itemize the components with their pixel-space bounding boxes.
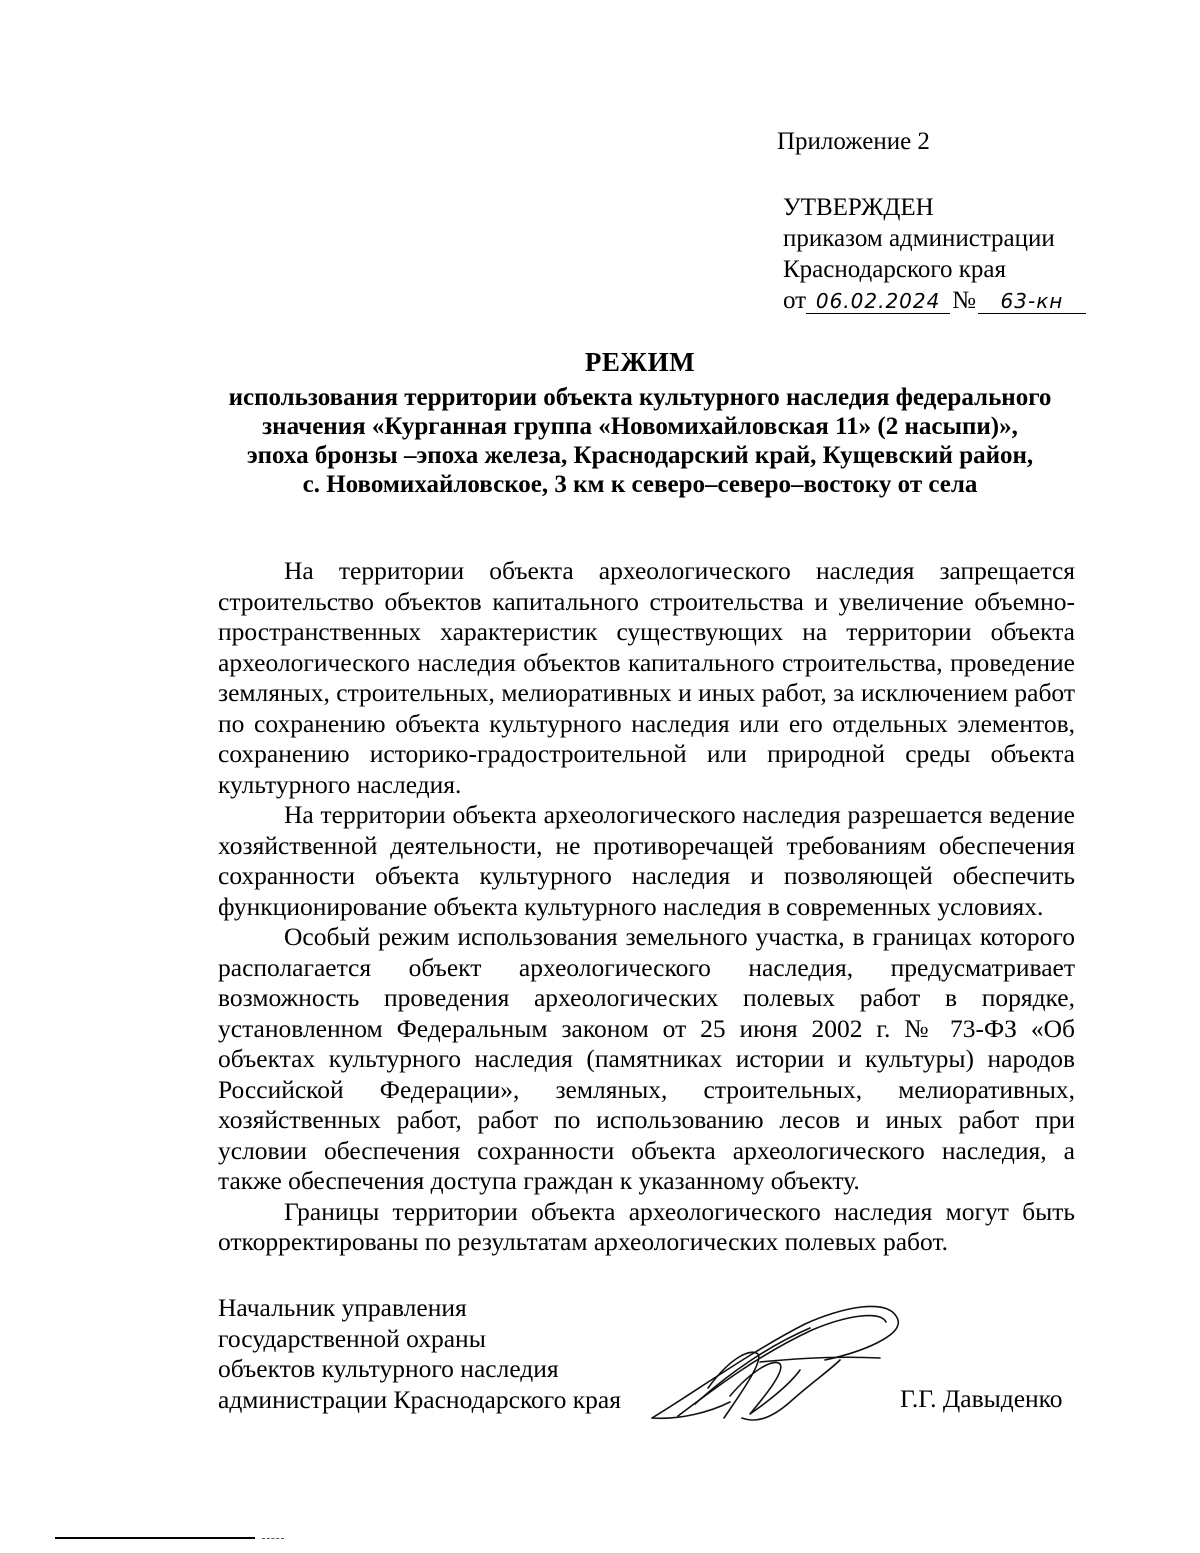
document-title	[160, 348, 1120, 499]
approval-block	[783, 192, 1086, 316]
position-line-3: объектов культурного наследия	[218, 1354, 559, 1383]
handwritten-number: 63-кн	[978, 289, 1086, 314]
position-line-2: государственной охраны	[218, 1323, 486, 1353]
footer-dash	[262, 1538, 284, 1539]
appendix-label: Приложение 2	[777, 128, 930, 155]
handwritten-signature	[640, 1300, 910, 1440]
signatory-name: Г.Г. Давыденко	[900, 1384, 1063, 1413]
position-line-4: администрации Краснодарского края	[218, 1384, 621, 1414]
title-line-3: эпоха бронзы –эпоха железа, Краснодарский край, Кущевский район,	[246, 442, 1034, 469]
paragraph-prohibitions: На территории объекта археологического наследия запрещается строительство объектов капитального строительства и увеличение объемно-пространственных характеристик существующих на территории объекта археологического наследия объектов капитального строительства, проведение земляных, строительных, мелиоративных и иных работ, за исключением работ по сохранению объекта культурного наследия или его отдельных элементов, сохранению историко-градостроительной или природной среды объекта культурного наследия.	[218, 556, 1075, 799]
title-line-2: значения «Курганная группа «Новомихайловская 11» (2 насыпи)»,	[262, 413, 1018, 440]
handwritten-date: 06.02.2024	[806, 289, 950, 314]
title-main: РЕЖИМ	[584, 347, 696, 377]
document-body	[218, 556, 1075, 1258]
position-line-1: Начальник управления	[218, 1293, 467, 1322]
date-prefix: от	[783, 287, 807, 314]
title-line-4: с. Новомихайловское, 3 км к северо–северо–востоку от села	[302, 471, 978, 498]
paragraph-permitted-activity: На территории объекта археологического наследия разрешается ведение хозяйственной деятельности, не противоречащей требованиям обеспечения сохранности объекта культурного наследия и позволяющей обеспечить функционирование объекта культурного наследия в современных условиях.	[218, 800, 1075, 921]
title-line-1: использования территории объекта культурного наследия федерального	[228, 384, 1052, 411]
approved-heading: УТВЕРЖДЕН	[783, 194, 934, 221]
approved-by-line-1: приказом администрации	[783, 225, 1055, 252]
signatory-position	[218, 1293, 621, 1415]
number-sign: №	[952, 287, 976, 314]
order-date-number-line	[783, 285, 1086, 316]
paragraph-boundaries: Границы территории объекта археологического наследия могут быть откорректированы по результатам археологических полевых работ.	[218, 1196, 1075, 1256]
paragraph-special-regime: Особый режим использования земельного участка, в границах которого располагается объект археологического наследия, предусматривает возможность проведения археологических полевых работ в порядке, установленном Федеральным законом от 25 июня 2002 г. № 73-ФЗ «Об объектах культурного наследия (памятниках истории и культуры) народов Российской Федерации», земляных, строительных, мелиоративных, хозяйственных работ, работ по использованию лесов и иных работ при условии обеспечения сохранности объекта археологического наследия, а также обеспечения доступа граждан к указанному объекту.	[218, 922, 1075, 1195]
footer-rule	[55, 1537, 255, 1539]
approved-by-line-2: Краснодарского края	[783, 256, 1006, 283]
